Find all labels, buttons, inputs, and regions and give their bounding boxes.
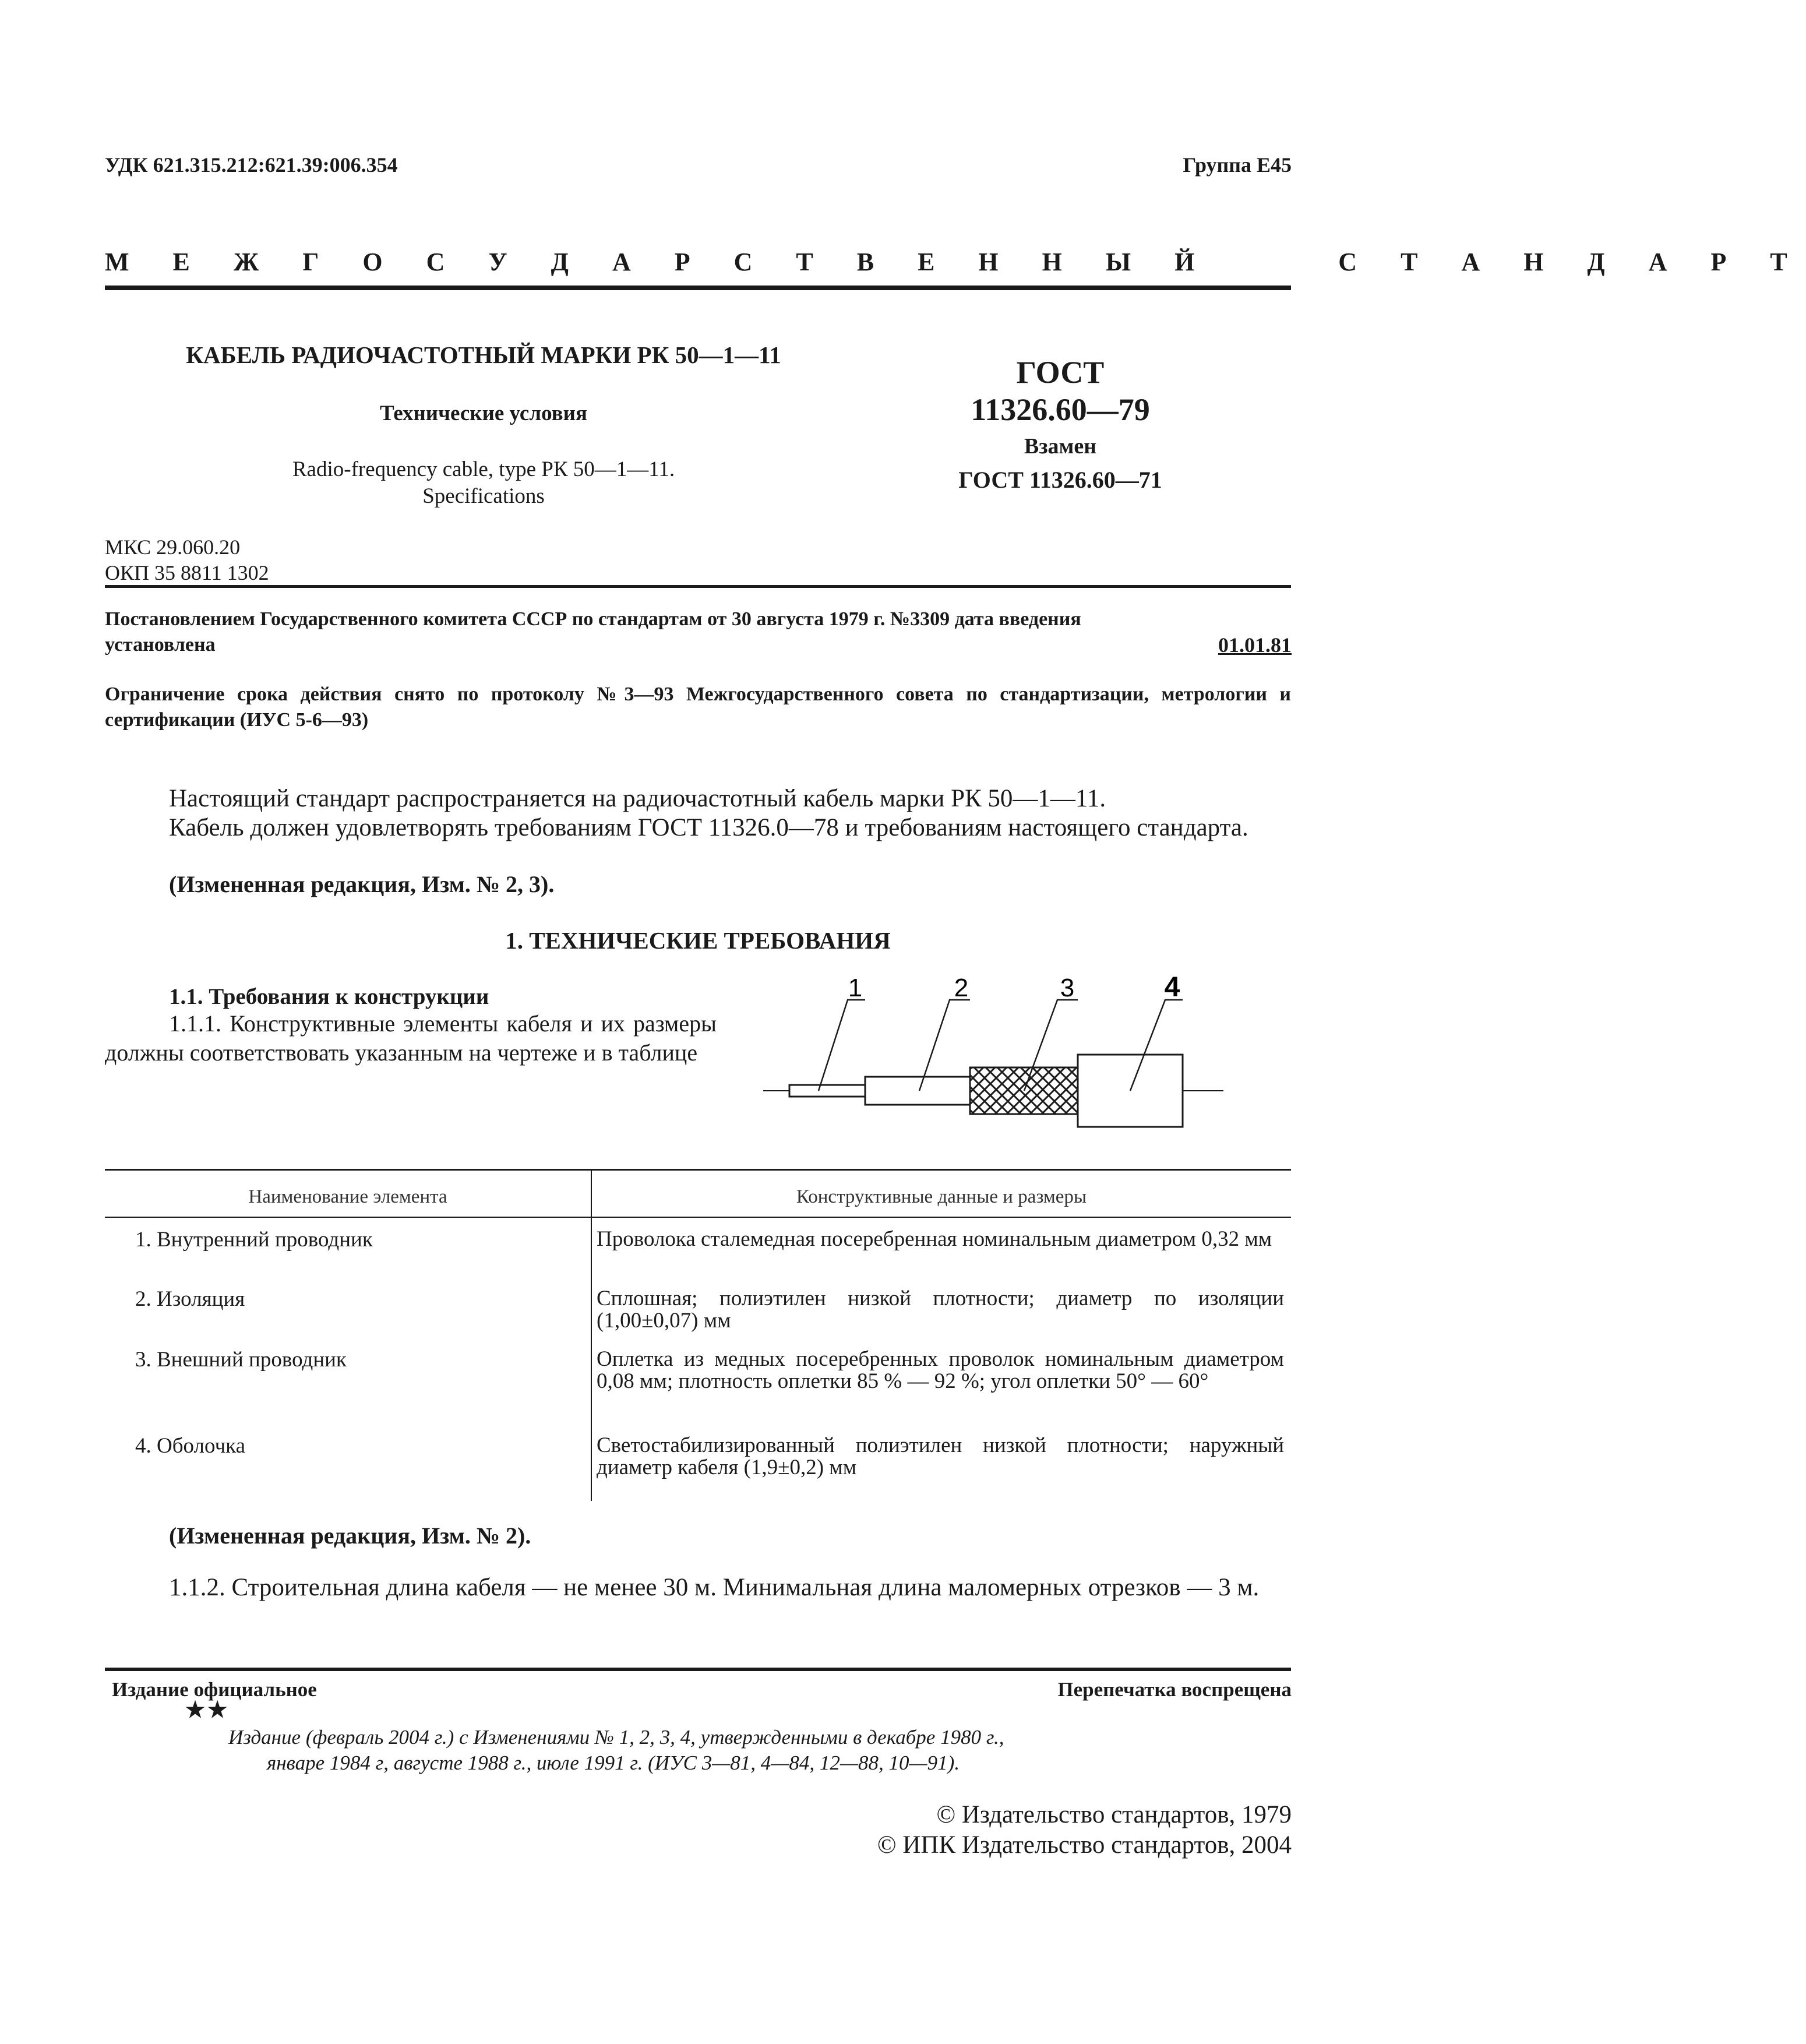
official-edition: Издание официальное: [112, 1678, 317, 1701]
copyright-1979: © Издательство стандартов, 1979: [936, 1801, 1292, 1828]
document-subtitle: Технические условия: [380, 401, 587, 425]
english-title-line1: Radio-frequency cable, type РК 50—1—11.: [292, 457, 675, 481]
leader-line-1: [819, 1000, 865, 1091]
table-header-name: Наименование элемента: [248, 1186, 447, 1207]
table-header-rule: [105, 1217, 1291, 1218]
decree-line1: Постановлением Государственного комитета СССР по стандартам от 30 августа 1979 г. №3309 дата введения: [105, 608, 1081, 630]
paragraph-1-1-2: 1.1.2. Строительная длина кабеля — не менее 30 м. Минимальная длина маломерных отрезков — 3 м.: [169, 1574, 1260, 1601]
okp-code: ОКП 35 8811 1302: [105, 561, 269, 584]
replaces-gost: ГОСТ 11326.60—71: [958, 467, 1162, 493]
decree-date: 01.01.81: [1218, 633, 1292, 657]
codes-rule: [105, 585, 1291, 588]
outer-conductor-braid-shape: [970, 1067, 1078, 1114]
table-header-data: Конструктивные данные и размеры: [796, 1186, 1087, 1207]
table-row-4-data: Светостабилизированный полиэтилен низкой плотности; наружный диаметр кабеля (1,9±0,2) мм: [597, 1433, 1284, 1479]
standard-banner: М Е Ж Г О С У Д А Р С Т В Е Н Н Ы Й С Т А Н Д А Р Т: [105, 248, 1806, 276]
edition-note-line2: январе 1984 г, августе 1988 г., июле 1991 г. (ИУС 3—81, 4—84, 12—88, 10—91).: [267, 1752, 960, 1774]
drawing-label-4: 4: [1164, 972, 1180, 1003]
table-row-3-data: Оплетка из медных посеребренных проволок номинальным диаметром 0,08 мм; плотность оплетки 85 % — 92 %; угол оплетки 50° — 60°: [597, 1347, 1284, 1393]
amendment-note-2: (Измененная редакция, Изм. № 2).: [169, 1523, 531, 1549]
insulation-shape: [865, 1077, 970, 1105]
mks-code: МКС 29.060.20: [105, 535, 241, 559]
gost-label: ГОСТ: [1016, 355, 1105, 390]
amendment-note-1: (Измененная редакция, Изм. № 2, 3).: [169, 871, 555, 897]
gost-number: 11326.60—79: [971, 392, 1150, 427]
table-column-divider: [591, 1169, 592, 1501]
no-reprint: Перепечатка воспрещена: [1057, 1678, 1292, 1701]
edition-note-line1: Издание (февраль 2004 г.) с Изменениями № 1, 2, 3, 4, утвержденными в декабре 1980 г.,: [228, 1726, 1004, 1749]
section-heading: 1. ТЕХНИЧЕСКИЕ ТРЕБОВАНИЯ: [505, 927, 891, 954]
udk-code: УДК 621.315.212:621.39:006.354: [105, 153, 398, 177]
footer-rule: [105, 1668, 1291, 1671]
drawing-label-2: 2: [954, 974, 969, 1002]
inner-conductor-shape: [789, 1085, 865, 1097]
paragraph-1-1-1: 1.1.1. Конструктивные элементы кабеля и их размеры должны соответствовать указанным на чертеже и в таблице: [105, 1010, 717, 1066]
table-row-4-name: 4. Оболочка: [135, 1434, 246, 1458]
drawing-label-3: 3: [1060, 974, 1075, 1002]
stars-mark: ★★: [185, 1698, 230, 1722]
table-row-2-name: 2. Изоляция: [135, 1287, 245, 1311]
group-code: Группа Е45: [1183, 153, 1292, 177]
copyright-2004: © ИПК Издательство стандартов, 2004: [877, 1831, 1292, 1859]
intro-paragraph-2: Кабель должен удовлетворять требованиям ГОСТ 11326.0—78 и требованиям настоящего стандарта.: [169, 814, 1248, 841]
limitation-note: Ограничение срока действия снято по протоколу №3—93 Межгосударственного совета по стандартизации, метрологии и сертификации (ИУС 5-6—93): [105, 683, 1291, 731]
table-row-1-name: 1. Внутренний проводник: [135, 1228, 373, 1252]
replaces-label: Взамен: [1024, 434, 1097, 459]
banner-rule: [105, 286, 1291, 290]
table-row-3-name: 3. Внешний проводник: [135, 1348, 347, 1372]
cable-construction-drawing: [763, 967, 1229, 1136]
decree-line2: установлена: [105, 634, 216, 656]
document-title: КАБЕЛЬ РАДИОЧАСТОТНЫЙ МАРКИ РК 50—1—11: [186, 341, 781, 368]
table-row-2-data: Сплошная; полиэтилен низкой плотности; диаметр по изоляции (1,00±0,07) мм: [597, 1287, 1284, 1333]
table-row-1-data: Проволока сталемедная посеребренная номинальным диаметром 0,32 мм: [597, 1227, 1272, 1251]
intro-paragraph-1: Настоящий стандарт распространяется на радиочастотный кабель марки РК 50—1—11.: [169, 785, 1106, 812]
english-title-line2: Specifications: [422, 484, 545, 508]
drawing-label-1: 1: [848, 974, 863, 1002]
subsection-heading: 1.1. Требования к конструкции: [169, 984, 489, 1009]
table-top-rule: [105, 1169, 1291, 1171]
